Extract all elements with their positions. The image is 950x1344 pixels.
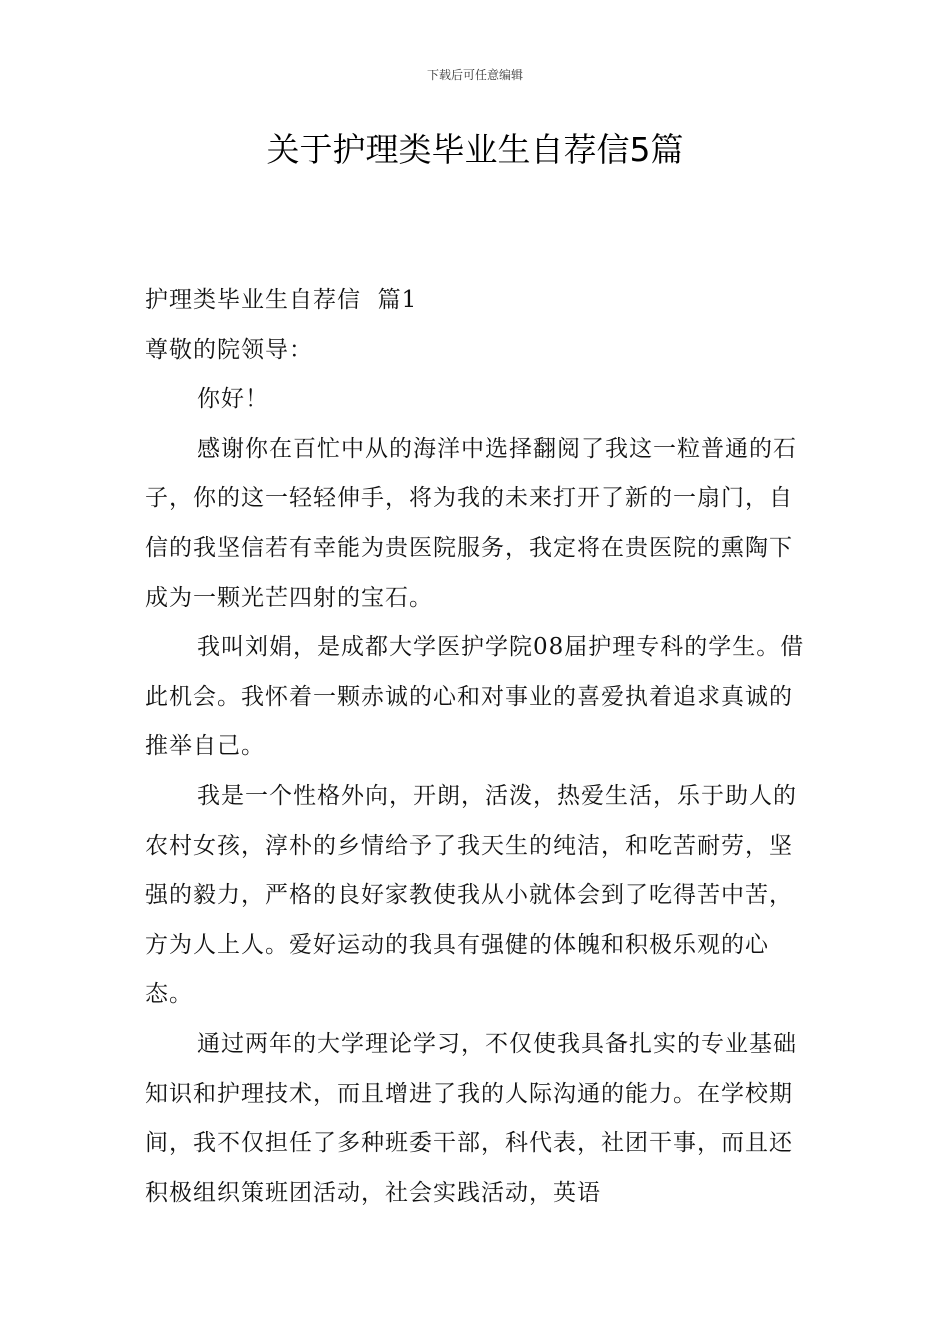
document-body [145, 276, 815, 1218]
paragraph-4: 通过两年的大学理论学习，不仅使我具备扎实的专业基础知识和护理技术，而且增进了我的人际沟通的能力。在学校期间，我不仅担任了多种班委干部，科代表，社团干事，而且还积极组织策班团活动，社会实践活动，英语 [145, 1030, 797, 1206]
paragraph-1: 感谢你在百忙中从的海洋中选择翻阅了我这一粒普通的石子，你的这一轻轻伸手，将为我的未来打开了新的一扇门，自信的我坚信若有幸能为贵医院服务，我定将在贵医院的熏陶下成为一颗光芒四射的宝石。 [145, 435, 797, 611]
section-heading: 护理类毕业生自荐信 篇1 [145, 287, 418, 313]
paragraph-2: 我叫刘娟，是成都大学医护学院08届护理专科的学生。借此机会。我怀着一颗赤诚的心和对事业的喜爱执着追求真诚的推举自己。 [145, 634, 805, 760]
header-note: 下载后可任意编辑 [426, 68, 523, 82]
document-title: 关于护理类毕业生自荐信5篇 [266, 130, 684, 169]
salutation: 尊敬的院领导： [145, 336, 313, 363]
greeting: 你好！ [197, 386, 269, 413]
paragraph-3: 我是一个性格外向，开朗，活泼，热爱生活，乐于助人的农村女孩，淳朴的乡情给予了我天生的纯洁，和吃苦耐劳，坚强的毅力，严格的良好家教使我从小就体会到了吃得苦中苦，方为人上人。爱好运动的我具有强健的体魄和积极乐观的心态。 [145, 782, 797, 1008]
